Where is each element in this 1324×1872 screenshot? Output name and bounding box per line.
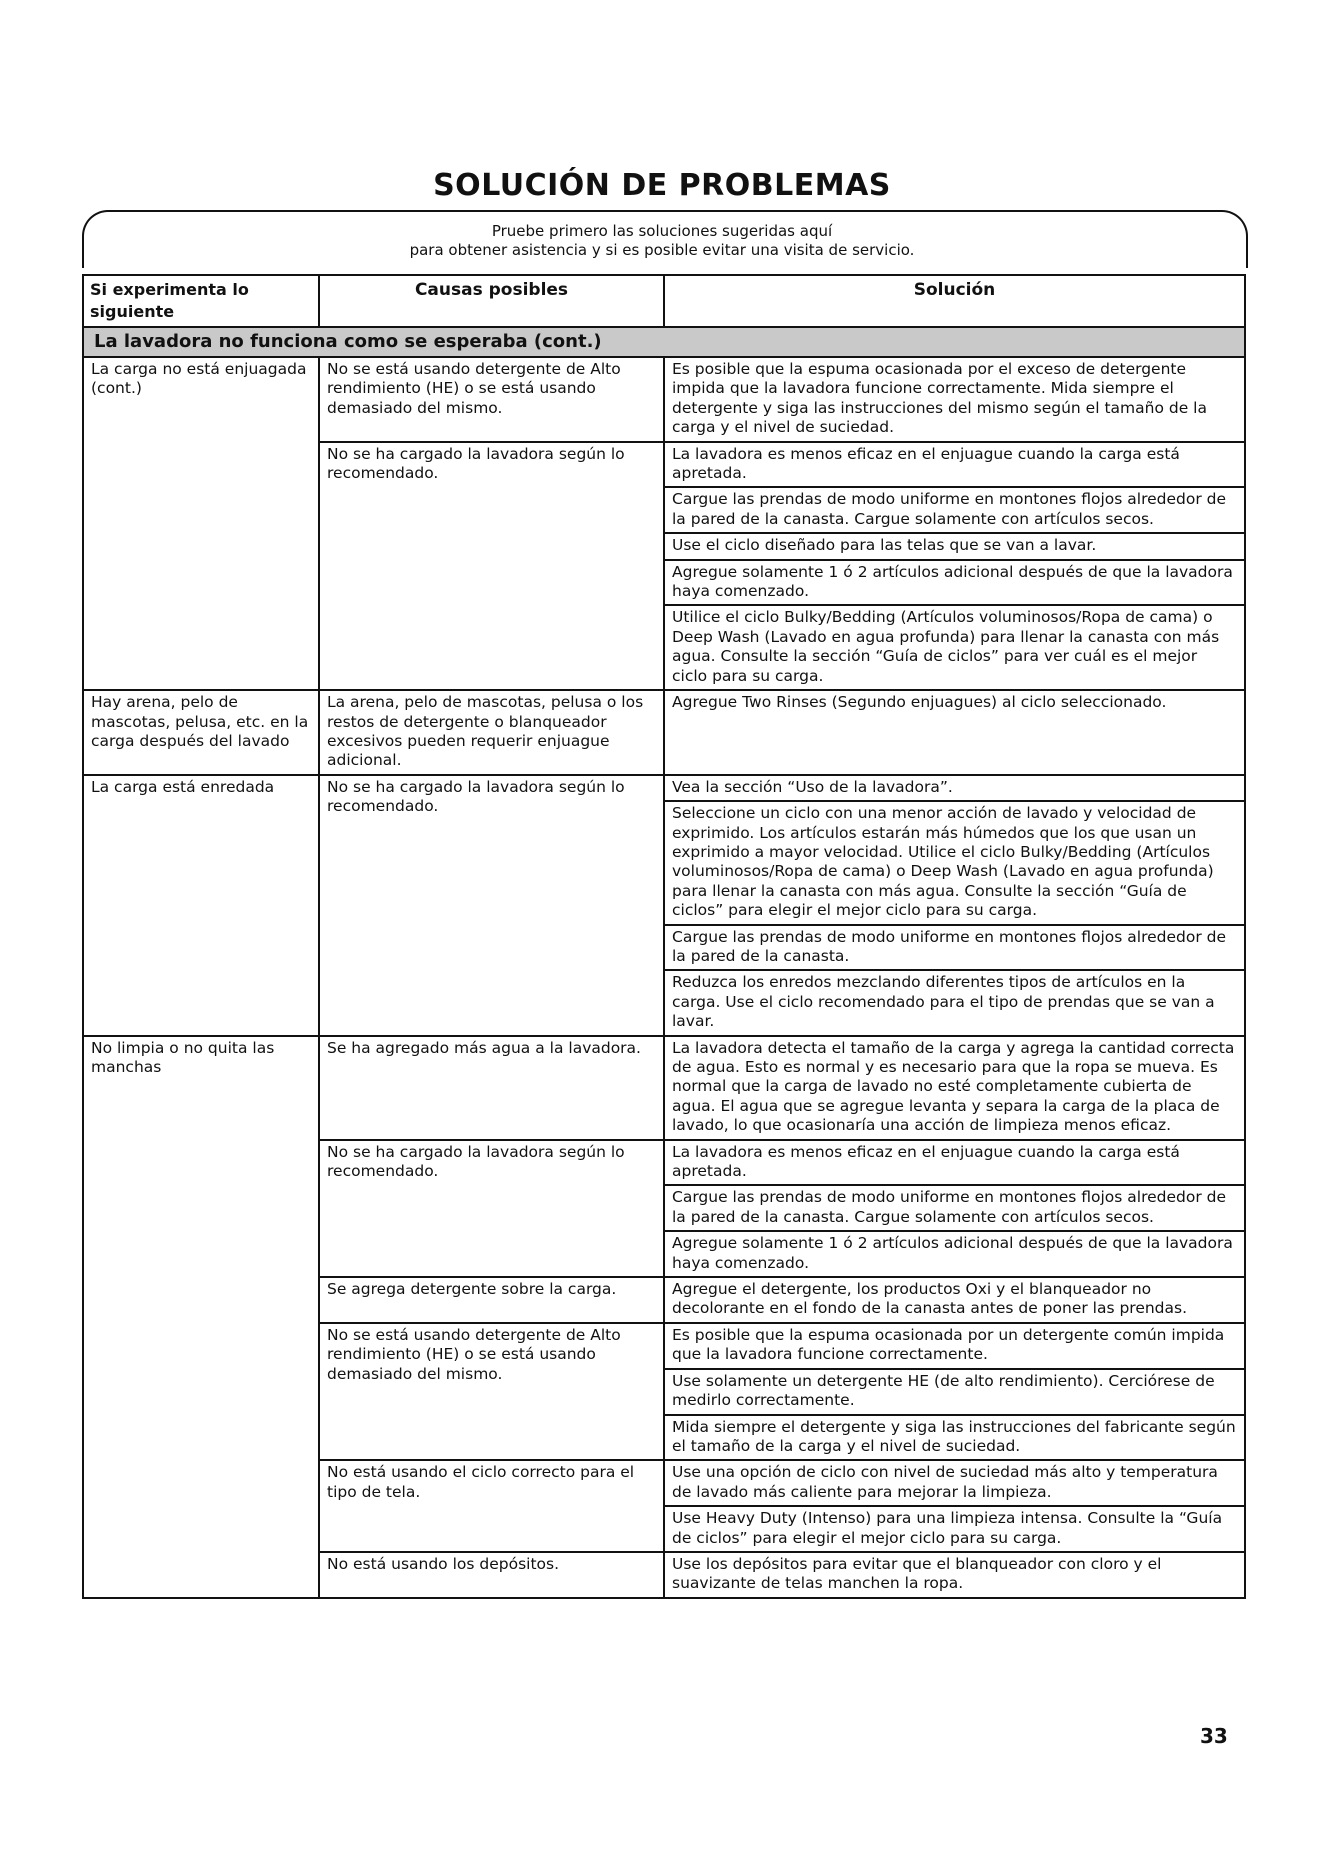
solution-cell: Mida siempre el detergente y siga las instrucciones del fabricante según el tamaño de la carga y el nivel de suciedad. [664, 1415, 1245, 1461]
cause-cell: No está usando el ciclo correcto para el tipo de tela. [319, 1460, 664, 1552]
page-title: SOLUCIÓN DE PROBLEMAS [433, 168, 891, 203]
header-row [83, 275, 1245, 327]
solution-cell: Use Heavy Duty (Intenso) para una limpieza intensa. Consulte la “Guía de ciclos” para elegir el mejor ciclo para su carga. [664, 1506, 1245, 1552]
problem-cell: La carga está enredada [83, 775, 319, 1036]
cause-cell: No está usando los depósitos. [319, 1552, 664, 1598]
table-row [83, 775, 1245, 801]
solution-cell: Vea la sección “Uso de la lavadora”. [664, 775, 1245, 801]
cause-cell: Se agrega detergente sobre la carga. [319, 1277, 664, 1323]
solution-cell: Agregue Two Rinses (Segundo enjuagues) al ciclo seleccionado. [664, 690, 1245, 775]
solution-cell: La lavadora detecta el tamaño de la carga y agrega la cantidad correcta de agua. Esto es normal y es necesario para que la ropa se mueva. Es normal que la carga de lavado no esté completamente cubierta de agua. El agua que se agregue levanta y separa la carga de la placa de lavado, lo que ocasionaría una acción de limpieza menos eficaz. [664, 1036, 1245, 1140]
solution-cell: Seleccione un ciclo con una menor acción de lavado y velocidad de exprimido. Los artículos estarán más húmedos que los que usan un exprimido a mayor velocidad. Utilice el ciclo Bulky/Bedding (Artículos voluminosos/Ropa de cama) o Deep Wash (Lavado en agua profunda) para llenar la canasta con más agua. Consulte la sección “Guía de ciclos” para elegir el mejor ciclo para su carga. [664, 801, 1245, 924]
solution-cell: Cargue las prendas de modo uniforme en montones flojos alrededor de la pared de la canasta. Cargue solamente con artículos secos. [664, 487, 1245, 533]
problem-cell: La carga no está enjuagada (cont.) [83, 357, 319, 690]
solution-cell: Cargue las prendas de modo uniforme en montones flojos alrededor de la pared de la canasta. [664, 925, 1245, 971]
cause-cell: No se está usando detergente de Alto rendimiento (HE) o se está usando demasiado del mismo. [319, 1323, 664, 1460]
solution-cell: La lavadora es menos eficaz en el enjuague cuando la carga está apretada. [664, 442, 1245, 488]
solution-cell: Cargue las prendas de modo uniforme en montones flojos alrededor de la pared de la canasta. Cargue solamente con artículos secos. [664, 1185, 1245, 1231]
cause-cell: No se ha cargado la lavadora según lo recomendado. [319, 442, 664, 690]
cause-cell: No se ha cargado la lavadora según lo recomendado. [319, 775, 664, 1036]
solution-cell: Agregue solamente 1 ó 2 artículos adicional después de que la lavadora haya comenzado. [664, 560, 1245, 606]
solution-cell: Es posible que la espuma ocasionada por el exceso de detergente impida que la lavadora funcione correctamente. Mida siempre el detergente y siga las instrucciones del mismo según el tamaño de la carga y el nivel de suciedad. [664, 357, 1245, 442]
cause-cell: La arena, pelo de mascotas, pelusa o los restos de detergente o blanqueador excesivos pueden requerir enjuague adicional. [319, 690, 664, 775]
solution-cell: Reduzca los enredos mezclando diferentes tipos de artículos en la carga. Use el ciclo recomendado para el tipo de prendas que se van a lavar. [664, 970, 1245, 1035]
solution-cell: La lavadora es menos eficaz en el enjuague cuando la carga está apretada. [664, 1140, 1245, 1186]
table-row [83, 1036, 1245, 1140]
section-row [83, 327, 1245, 357]
intro-line-2: para obtener asistencia y si es posible evitar una visita de servicio. [409, 241, 915, 259]
solution-cell: Es posible que la espuma ocasionada por un detergente común impida que la lavadora funcione correctamente. [664, 1323, 1245, 1369]
cause-cell: No se está usando detergente de Alto rendimiento (HE) o se está usando demasiado del mismo. [319, 357, 664, 442]
solution-cell: Use solamente un detergente HE (de alto rendimiento). Cerciórese de medirlo correctamente. [664, 1369, 1245, 1415]
section-heading: La lavadora no funciona como se esperaba (cont.) [83, 327, 1245, 357]
intro-text [0, 222, 1324, 260]
table-row [83, 357, 1245, 442]
header-causes: Causas posibles [319, 275, 664, 327]
solution-cell: Use una opción de ciclo con nivel de suciedad más alto y temperatura de lavado más caliente para mejorar la limpieza. [664, 1460, 1245, 1506]
troubleshooting-table [82, 274, 1246, 1599]
page-number: 33 [1200, 1724, 1228, 1748]
cause-cell: No se ha cargado la lavadora según lo recomendado. [319, 1140, 664, 1277]
solution-cell: Agregue el detergente, los productos Oxi y el blanqueador no decolorante en el fondo de la canasta antes de poner las prendas. [664, 1277, 1245, 1323]
cause-cell: Se ha agregado más agua a la lavadora. [319, 1036, 664, 1140]
problem-cell: Hay arena, pelo de mascotas, pelusa, etc. en la carga después del lavado [83, 690, 319, 775]
table-row [83, 690, 1245, 775]
intro-line-1: Pruebe primero las soluciones sugeridas aquí [491, 222, 833, 240]
solution-cell: Use el ciclo diseñado para las telas que se van a lavar. [664, 533, 1245, 559]
header-solution: Solución [664, 275, 1245, 327]
solution-cell: Utilice el ciclo Bulky/Bedding (Artículos voluminosos/Ropa de cama) o Deep Wash (Lavado en agua profunda) para llenar la canasta con más agua. Consulte la sección “Guía de ciclos” para ver cuál es el mejor ciclo para su carga. [664, 605, 1245, 690]
solution-cell: Use los depósitos para evitar que el blanqueador con cloro y el suavizante de telas manchen la ropa. [664, 1552, 1245, 1598]
problem-cell: No limpia o no quita las manchas [83, 1036, 319, 1598]
solution-cell: Agregue solamente 1 ó 2 artículos adicional después de que la lavadora haya comenzado. [664, 1231, 1245, 1277]
header-problem: Si experimenta lo siguiente [83, 275, 319, 327]
